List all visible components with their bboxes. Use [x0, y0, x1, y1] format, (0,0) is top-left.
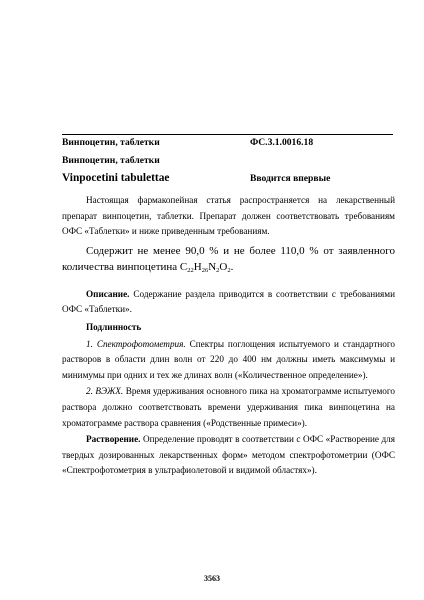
- monograph-code: ФС.3.1.0016.18: [250, 137, 314, 148]
- page-number: 3563: [204, 574, 220, 583]
- identity-item-1-text: Спектры поглощения испытуемого и стандартного растворов в области длин волн от 220 до 400 нм должны иметь максимумы и минимумы при одних и тех же длинах волн («Количественное определение»).: [62, 338, 395, 380]
- description-text: Содержание раздела приводится в соответствии с требованиями ОФС «Таблетки».: [62, 288, 395, 315]
- identity-item-1-label: 1. Спектрофотометрия.: [86, 338, 186, 349]
- identity-heading: Подлинность: [86, 321, 142, 332]
- identity-item-2: [62, 384, 395, 431]
- identity-item-2-label: 2. ВЭЖХ.: [86, 386, 124, 397]
- formula-sub-n: 2: [216, 266, 220, 274]
- content-max-value: 110,0 %: [280, 244, 319, 257]
- identity-item-1: [62, 337, 395, 384]
- formula-n: N: [208, 260, 217, 273]
- formula-o: O: [219, 260, 228, 273]
- description-label: Описание.: [86, 288, 130, 299]
- status-note: Вводится впервые: [250, 173, 331, 184]
- formula-sub-c: 22: [187, 266, 194, 274]
- dissolution-text: Определение проводят в соответствии с ОФС «Растворение для твердых дозированных лекарственных форм» методом спектрофотометрии (ОФС «Спектрофотометрия в ультрафиолетовой и видимой областях»).: [62, 434, 395, 476]
- content-text-3: от заявленного количества винпоцетина C: [62, 244, 395, 273]
- identity-item-2-text: Время удерживания основного пика на хроматограмме испытуемого раствора должно соответствовать времени удерживания пика винпоцетина на хроматограмме раствора сравнения («Родственные примеси»).: [62, 386, 395, 428]
- dissolution-paragraph: [62, 432, 395, 479]
- intro-paragraph: Настоящая фармакопейная статья распространяется на лекарственный препарат винпоцетин, таблетки. Препарат должен соответствовать требованиям ОФС «Таблетки» и ниже приведенным требованиям.: [62, 195, 395, 237]
- title-latin: Vinpocetini tabulettae: [62, 172, 170, 184]
- title-ru-1: Винпоцетин, таблетки: [62, 137, 160, 148]
- title-ru-2: Винпоцетин, таблетки: [62, 155, 160, 166]
- description-paragraph: [62, 287, 395, 318]
- formula-sub-h: 26: [201, 266, 209, 274]
- main-text: [62, 193, 395, 479]
- header-rule: [62, 134, 393, 135]
- formula-sub-o: 2: [227, 266, 231, 274]
- content-text-1: Содержит не менее: [86, 244, 186, 257]
- formula-end: .: [230, 260, 234, 273]
- dissolution-label: Растворение.: [86, 434, 141, 445]
- content-text-2: и не более: [218, 244, 281, 257]
- content-requirement: [62, 243, 395, 275]
- content-min-value: 90,0 %: [185, 244, 219, 257]
- formula-h: H: [193, 260, 202, 273]
